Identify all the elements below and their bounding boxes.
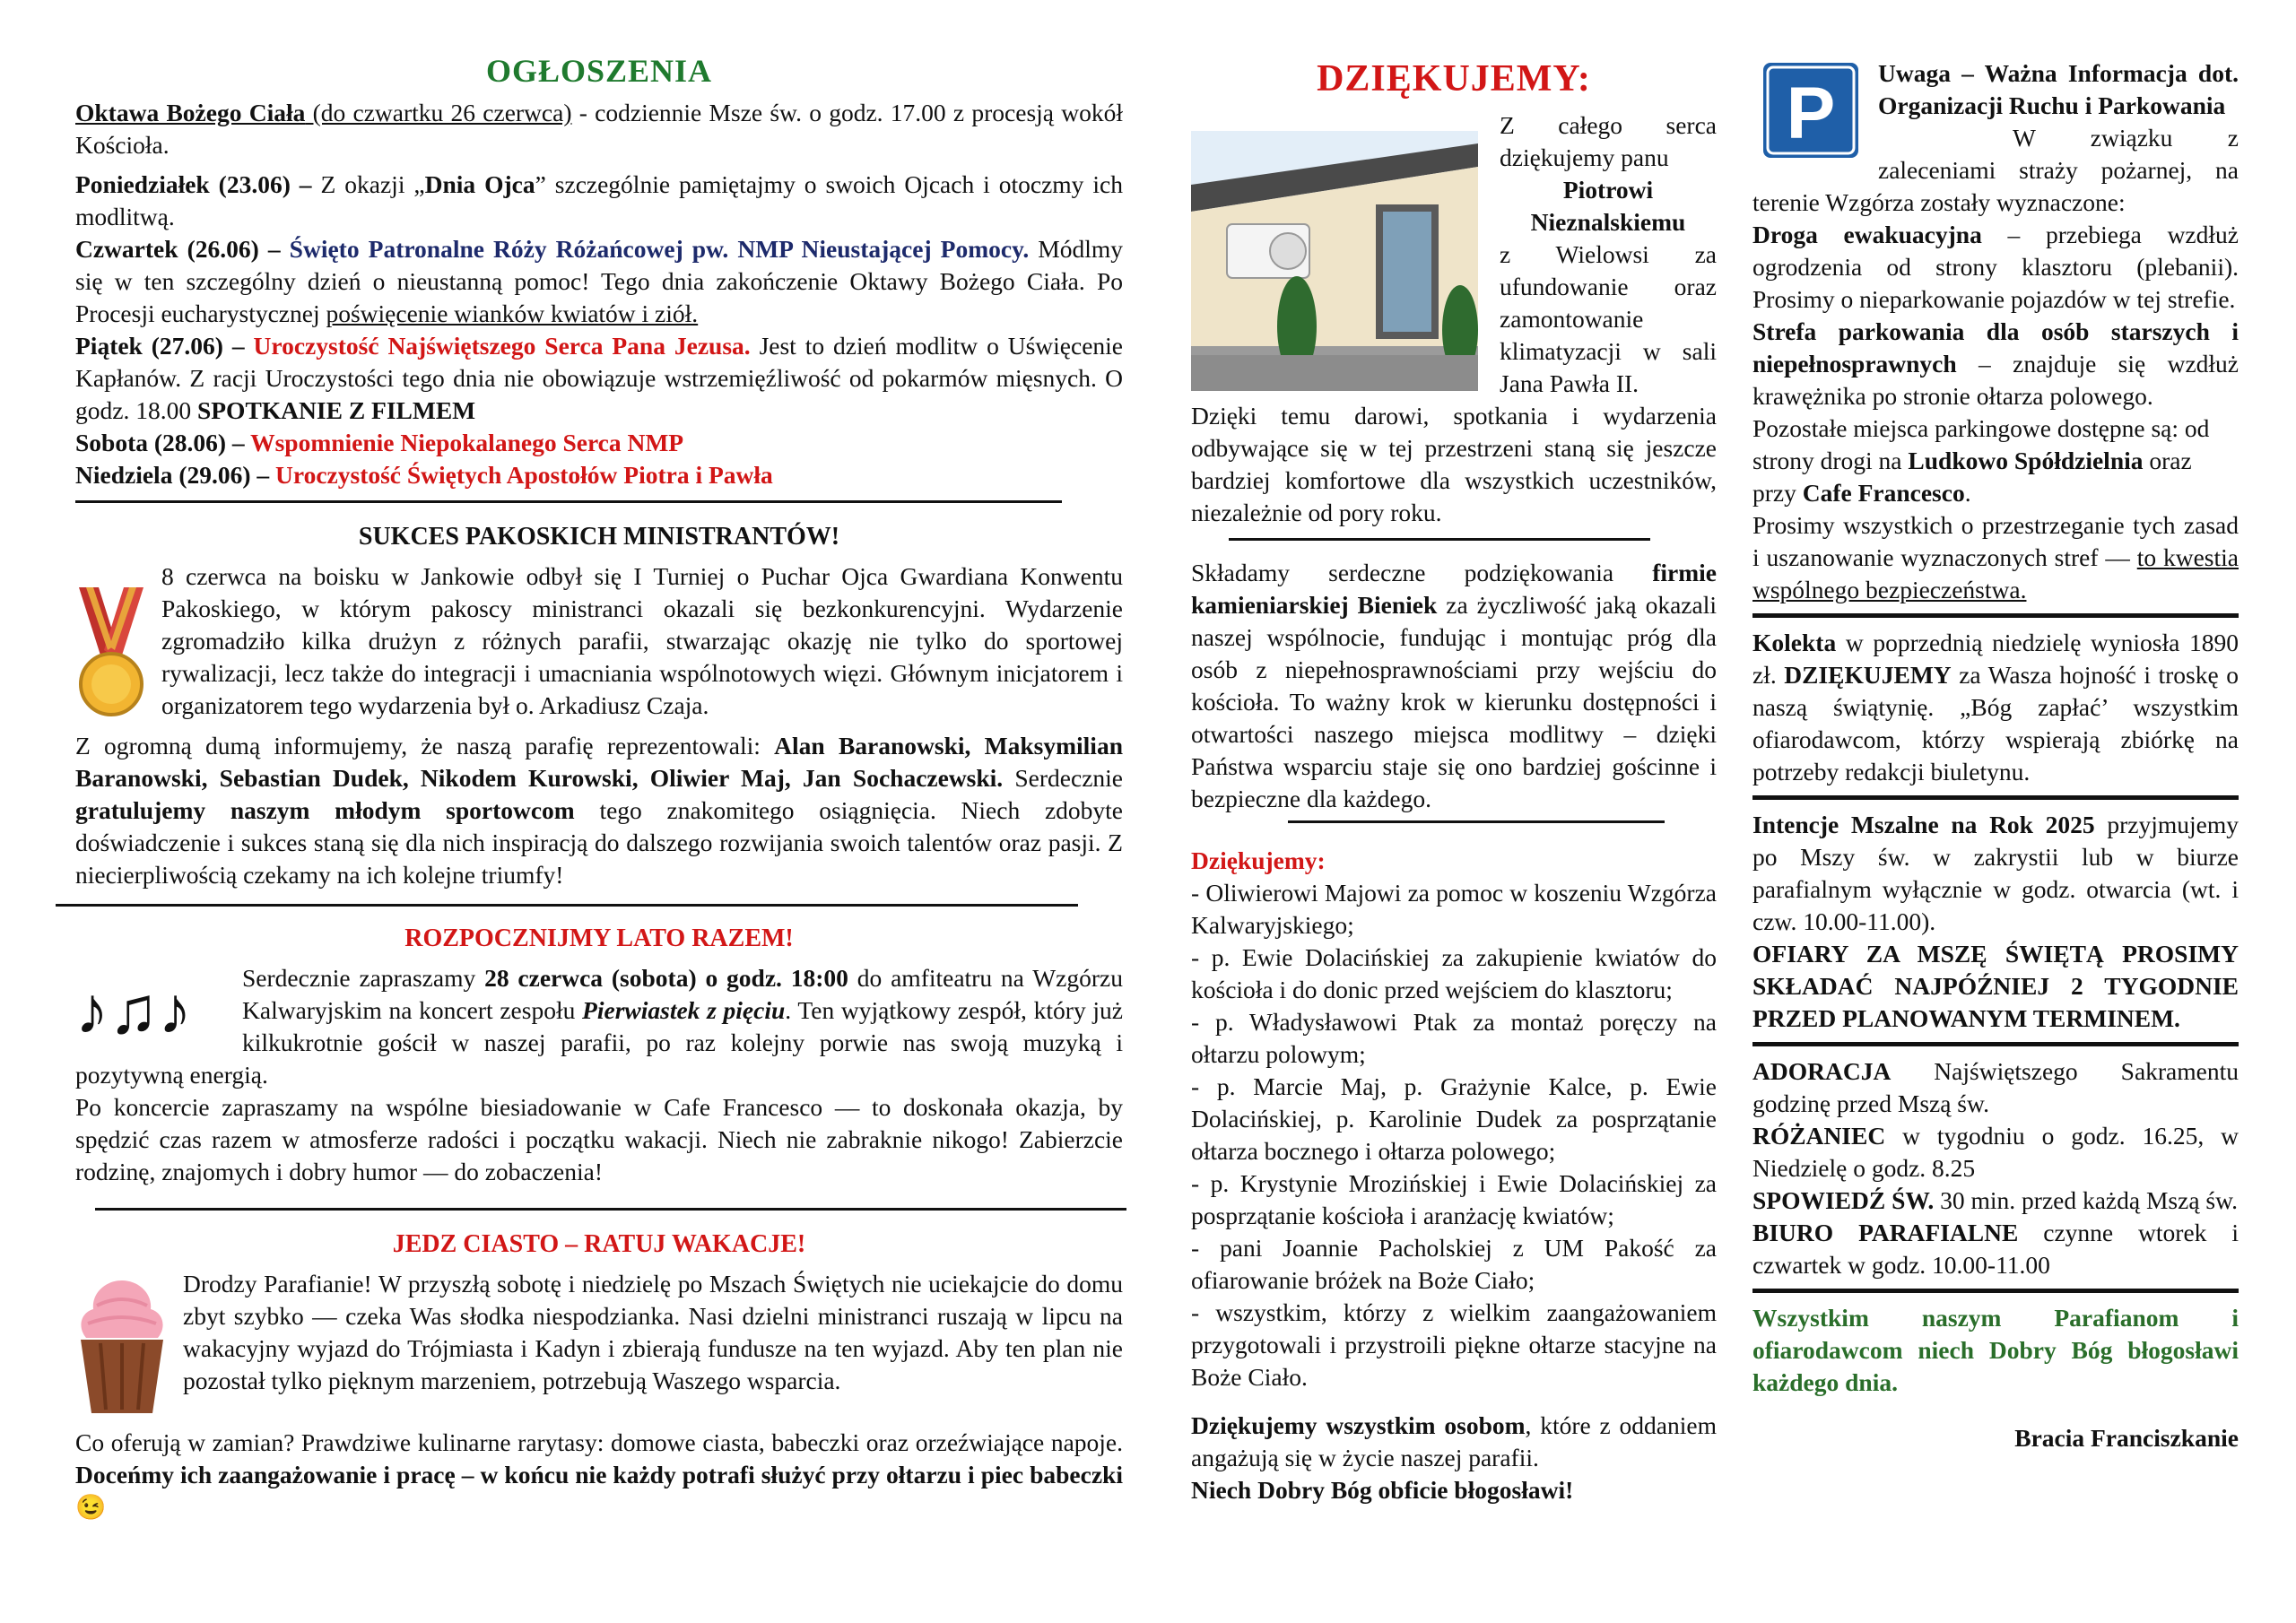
thursday-blessing: poświęcenie wianków kwiatów i ziół. [326, 299, 699, 327]
thursday-text: Módlmy się w ten szczególny dzień o nieustanną pomoc! Tego dnia zakończenie Oktawy Bożego Ciała. Po Procesji eucharystycznej [75, 235, 1123, 327]
list-item: - p. Krystynie Mrozińskiej i Ewie Dolacińskiej za posprzątanie kościoła i aranżację kwiatów; [1191, 1169, 1717, 1229]
mass-offering-note: OFIARY ZA MSZĘ ŚWIĘTĄ PROSIMY SKŁADAĆ NAJPÓŹNIEJ 2 TYGODNIE PRZED PLANOWANYM TERMINEM. [1752, 940, 2239, 1032]
other-parking [1752, 412, 2239, 509]
monday-text-a: Z okazji „ [320, 170, 425, 198]
aircon-intro: Z całego serca dziękujemy panu [1500, 111, 1717, 171]
other-parking-text-2: oraz przy [1752, 447, 2192, 507]
parking-location-1: Ludkowo Spółdzielnia [1908, 447, 2144, 474]
confession-text: 30 min. przed każdą Mszą św. [1934, 1186, 2239, 1214]
octave-text: - codziennie Msze św. o godz. 17.00 z procesją wokół Kościoła. [75, 99, 1123, 159]
confession [1752, 1185, 2239, 1217]
summer-section [75, 962, 1123, 1188]
divider [56, 904, 1078, 907]
parking-title: Uwaga – Ważna Informacja dot. Organizacji Ruchu i Parkowania [1878, 59, 2239, 119]
thursday-heading: Czwartek (26.06) – [75, 235, 290, 263]
parking-letter: P [1786, 73, 1836, 154]
parking-location-2: Cafe Francesco [1802, 479, 1965, 507]
final-blessing: Niech Dobry Bóg obficie błogosławi! [1191, 1476, 1574, 1504]
octave-heading: Oktawa Bożego Ciała [75, 99, 306, 126]
info-column [1752, 57, 2239, 1454]
cake-section [75, 1268, 1123, 1523]
summer-text-1 [75, 962, 1123, 1091]
other-parking-text-3: . [1964, 479, 1971, 507]
announcements-column [75, 52, 1123, 1523]
divider [1752, 613, 2239, 618]
aircon-body: z Wielowsi za ufundowanie oraz zamontowanie klimatyzacji w sali Jana Pawła II. [1500, 240, 1717, 397]
success-section [75, 560, 1123, 891]
aircon-text-2: Dzięki temu darowi, spotkania i wydarzenia odbywające się w tej przestrzeni staną się jeszcze bardziej komfortowe dla wszystkich uczestników, niezależnie od pory roku. [1191, 402, 1717, 526]
final-thanks-bold: Dziękujemy wszystkim osobom [1191, 1411, 1526, 1439]
adoration-heading: ADORACJA [1752, 1057, 1892, 1085]
success-congrats-a: Serdecznie [1003, 764, 1123, 792]
parking-intro: W związku z zaleceniami straży pożarnej, na terenie Wzgórza zostały wyznaczone: [1752, 124, 2239, 216]
mass-intentions [1752, 809, 2239, 938]
evacuation-heading: Droga ewakuacyjna [1752, 221, 1982, 248]
parish-office [1752, 1217, 2239, 1281]
collection-body: za Wasza hojność i troskę o naszą świątynię. „Bóg zapłać’ wszystkim ofiarodawcom, którzy wspierają zbiórkę na potrzeby redakcji biuletynu. [1752, 661, 2239, 785]
success-outro: tego znakomitego osiągnięcia. Niech zdobyte doświadczenie i sukces staną się dla nich inspiracją do dalszego rozwijania swoich talentów oraz pasji. Z niecierpliwością czekamy na ich kolejne triumfy! [75, 796, 1123, 889]
stonemason-body: za życzliwość jaką okazali naszej wspólnocie, fundując i montując próg dla osób z niepełnosprawnościami przy wejściu do kościoła. To ważny krok w kierunku dostępności i otwartości naszego miejsca modlitwy – dzięki Państwa wsparciu staje się ono bardziej gościnne i bezpieczne dla każdego. [1191, 591, 1717, 812]
evacuation-text: – przebiega wzdłuż ogrodzenia od strony klasztoru (plebanii). Prosimy o nieparkowanie pojazdów w tej strefie. [1752, 221, 2239, 313]
saturday-paragraph [75, 427, 1123, 459]
medal-icon [75, 587, 147, 726]
disabled-parking-text: – znajduje się wzdłuż krawężnika po stronie ołtarza polowego. [1752, 350, 2239, 410]
success-title: SUKCES PAKOSKICH MINISTRANTÓW! [358, 523, 840, 551]
summer-text-c: . Ten wyjątkowy zespół, który już kilkukrotnie gościł w naszej parafii, po raz kolejny porwie nas swoją muzyką i pozytywną energią. [75, 996, 1123, 1089]
altar-servers-names: Alan Baranowski, Maksymilian Baranowski, Sebastian Dudek, Nikodem Kurowski, Oliwier Maj, Jan Sochaczewski. [75, 732, 1123, 792]
rosary-text: w tygodniu o godz. 16.25, w Niedzielę o godz. 8.25 [1752, 1122, 2239, 1182]
list-item: - pani Joannie Pacholskiej z UM Pakość za ofiarowanie bróżek na Boże Ciało; [1191, 1234, 1717, 1294]
final-thanks [1191, 1410, 1717, 1474]
adoration [1752, 1055, 2239, 1120]
monday-paragraph [75, 169, 1123, 233]
octave-dates: (do czwartku 26 czerwca) [305, 99, 572, 126]
list-item: - p. Ewie Dolacińskiej za zakupienie kwiatów do kościoła i do donic przed wejściem do klasztoru; [1191, 943, 1717, 1003]
band-name: Pierwiastek z pięciu [582, 996, 786, 1024]
thanks-title: DZIĘKUJEMY: [1317, 58, 1591, 100]
thanks-list-heading: Dziękujemy: [1191, 846, 1326, 874]
friday-feast: Uroczystość Najświętszego Serca Pana Jezusa. [253, 332, 751, 360]
divider [1229, 538, 1650, 541]
monday-text-b: ” szczególnie pamiętajmy o swoich Ojcach i otoczmy ich modlitwą. [75, 170, 1123, 230]
success-congrats: gratulujemy naszym młodym sportowcom [75, 796, 575, 824]
cake-title: JEDZ CIASTO – RATUJ WAKACJE! [392, 1230, 806, 1258]
mass-intentions-text: przyjmujemy po Mszy św. w zakrystii lub w biurze parafialnym wyłącznie w godz. otwarcia (wt. i czw. 10.00-11.00). [1752, 811, 2239, 935]
summer-title: ROZPOCZNIJMY LATO RAZEM! [404, 924, 794, 952]
thanks-list [1191, 877, 1717, 1393]
collection-heading: Kolekta [1752, 629, 1837, 656]
concert-date: 28 czerwca (sobota) o godz. 18:00 [484, 964, 848, 992]
octave-paragraph [75, 97, 1123, 161]
divider [1752, 795, 2239, 800]
sunday-feast: Uroczystość Świętych Apostołów Piotra i Pawła [275, 461, 773, 489]
success-intro: Z ogromną dumą informujemy, że naszą parafię reprezentowali: [75, 732, 775, 759]
music-notes-icon: ♪♫♪ [75, 975, 192, 1048]
stonemason-intro: Składamy serdeczne podziękowania [1191, 559, 1653, 586]
aircon-section [1191, 109, 1717, 529]
summer-invite: Serdecznie zapraszamy [242, 964, 485, 992]
summer-text-b: do amfiteatru na Wzgórzu Kalwaryjskim na koncert zespołu [242, 964, 1124, 1024]
cupcake-icon [75, 1275, 169, 1423]
list-item: - wszystkim, którzy z wielkim zaangażowaniem przygotowali i przystroili piękne ołtarze stacyjne na Boże Ciało. [1191, 1298, 1717, 1391]
collection-text [1752, 627, 2239, 788]
final-thanks-text: , które z oddaniem angażują się w życie naszej parafii. [1191, 1411, 1717, 1471]
safety-note: to kwestia wspólnego bezpieczeństwa. [1752, 543, 2239, 603]
cake-offer: Co oferują w zamian? Prawdziwe kulinarne rarytasy: domowe ciasta, babeczki oraz orzeźwiające napoje. [75, 1428, 1123, 1456]
wink-smiley-icon: 😉 [75, 1493, 107, 1521]
parking-request-text: Prosimy wszystkich o przestrzeganie tych zasad i uszanowanie wyznaczonych stref — [1752, 511, 2239, 571]
parking-section [1752, 57, 2239, 606]
confession-heading: SPOWIEDŹ ŚW. [1752, 1186, 1935, 1214]
donor-name: Piotrowi Nieznalskiemu [1530, 176, 1686, 236]
parking-request [1752, 509, 2239, 606]
blessing-text: Wszystkim naszym Parafianom i ofiarodawcom niech Dobry Bóg błogosławi każdego dnia. [1752, 1304, 2239, 1396]
rosary-heading: RÓŻANIEC [1752, 1122, 1886, 1150]
other-parking-text: Pozostałe miejsca parkingowe dostępne są: od strony drogi na [1752, 414, 2210, 474]
success-text-1: 8 czerwca na boisku w Jankowie odbył się I Turniej o Puchar Ojca Gwardiana Konwentu Pakoskiego, w którym pakoscy ministranci okazali się bezkonkurencyjni. Wydarzenie zgromadziło kilka drużyn z różnych parafii, stwarzając okazję nie tylko do sportowej rywalizacji, lecz także do integracji i umacniania wspólnotowych więzi. Głównym inicjatorem i organizatorem tego wydarzenia był o. Arkadiusz Czaja. [161, 562, 1123, 719]
disabled-parking-heading: Strefa parkowania dla osób starszych i niepełnosprawnych [1752, 317, 2239, 378]
rosary [1752, 1120, 2239, 1185]
friday-text: Jest to dzień modlitw o Uświęcenie Kapłanów. Z racji Uroczystości tego dnia nie obowiązuje wstrzemięźliwość od pokarmów mięsnych. O godz. 18.00 [75, 332, 1124, 424]
friday-paragraph [75, 330, 1123, 427]
divider [1752, 1289, 2239, 1293]
stonemason-name: firmie kamieniarskiej Bieniek [1191, 559, 1717, 619]
cake-text-1: Drodzy Parafianie! W przyszłą sobotę i niedzielę po Mszach Świętych nie uciekajcie do domu zbyt szybko — czeka Was słodka niespodzianka. Nasi dzielni ministranci ruszają w lipcu na wakacyjny wyjazd do Trójmiasta i Kadyn i zbierają fundusze na ten wyjazd. Aby ten plan nie pozostał tylko pięknym marzeniem, potrzebują Waszego wsparcia. [183, 1270, 1123, 1394]
divider [95, 1208, 1126, 1211]
thursday-paragraph [75, 233, 1123, 330]
adoration-text: Najświętszego Sakramentu godzinę przed Mszą św. [1752, 1057, 2239, 1117]
saturday-feast: Wspomnienie Niepokalanego Serca NMP [250, 429, 684, 456]
list-item: - p. Władysławowi Ptak za montaż poręczy na ołtarzu polowym; [1191, 1008, 1717, 1068]
evacuation-route [1752, 219, 2239, 316]
parish-office-heading: BIURO PARAFIALNE [1752, 1219, 2019, 1246]
divider [75, 500, 1062, 503]
building-photo [1191, 131, 1478, 395]
success-text-2 [75, 730, 1123, 891]
cake-text-2 [75, 1427, 1123, 1523]
list-item: - p. Marcie Maj, p. Grażynie Kalce, p. Ewie Dolacińskiej, p. Karolinie Dudek za posprzątanie ołtarza bocznego i ołtarza polowego; [1191, 1072, 1717, 1165]
divider [1752, 1042, 2239, 1046]
thanks-column [1191, 52, 1717, 1506]
sunday-paragraph [75, 459, 1123, 491]
collection-amount: w poprzednią niedzielę wyniosła 1890 zł. [1752, 629, 2239, 689]
saturday-heading: Sobota (28.06) – [75, 429, 251, 456]
announcements-title: OGŁOSZENIA [485, 53, 713, 89]
parish-office-hours: czynne wtorek i czwartek w godz. 10.00-11.00 [1752, 1219, 2239, 1279]
cake-appreciation: Doceńmy ich zaangażowanie i pracę – w końcu nie każdy potrafi służyć przy ołtarzu i piec babeczki [75, 1461, 1123, 1488]
thursday-feast: Święto Patronalne Róży Różańcowej pw. NMP Nieustającej Pomocy. [289, 235, 1030, 263]
mass-intentions-heading: Intencje Mszalne na Rok 2025 [1752, 811, 2095, 838]
monday-heading: Poniedziałek (23.06) – [75, 170, 321, 198]
collection-thanks: DZIĘKUJEMY [1784, 661, 1952, 689]
parking-sign-icon [1763, 63, 1858, 162]
divider [1288, 820, 1665, 823]
film-meeting: SPOTKANIE Z FILMEM [196, 396, 476, 424]
stonemason-text [1191, 557, 1717, 815]
list-item: - Oliwierowi Majowi za pomoc w koszeniu Wzgórza Kalwaryjskiego; [1191, 879, 1717, 939]
signature: Bracia Franciszkanie [2014, 1424, 2239, 1452]
friday-heading: Piątek (27.06) – [75, 332, 254, 360]
fathers-day: Dnia Ojca [424, 170, 535, 198]
disabled-parking [1752, 316, 2239, 412]
sunday-heading: Niedziela (29.06) – [75, 461, 276, 489]
summer-text-2: Po koncercie zapraszamy na wspólne biesiadowanie w Cafe Francesco — to doskonała okazja, by spędzić czas razem w atmosferze radości i początku wakacji. Niech nie zabraknie nikogo! Zabierzcie rodzinę, znajomych i dobry humor — do zobaczenia! [75, 1093, 1123, 1185]
